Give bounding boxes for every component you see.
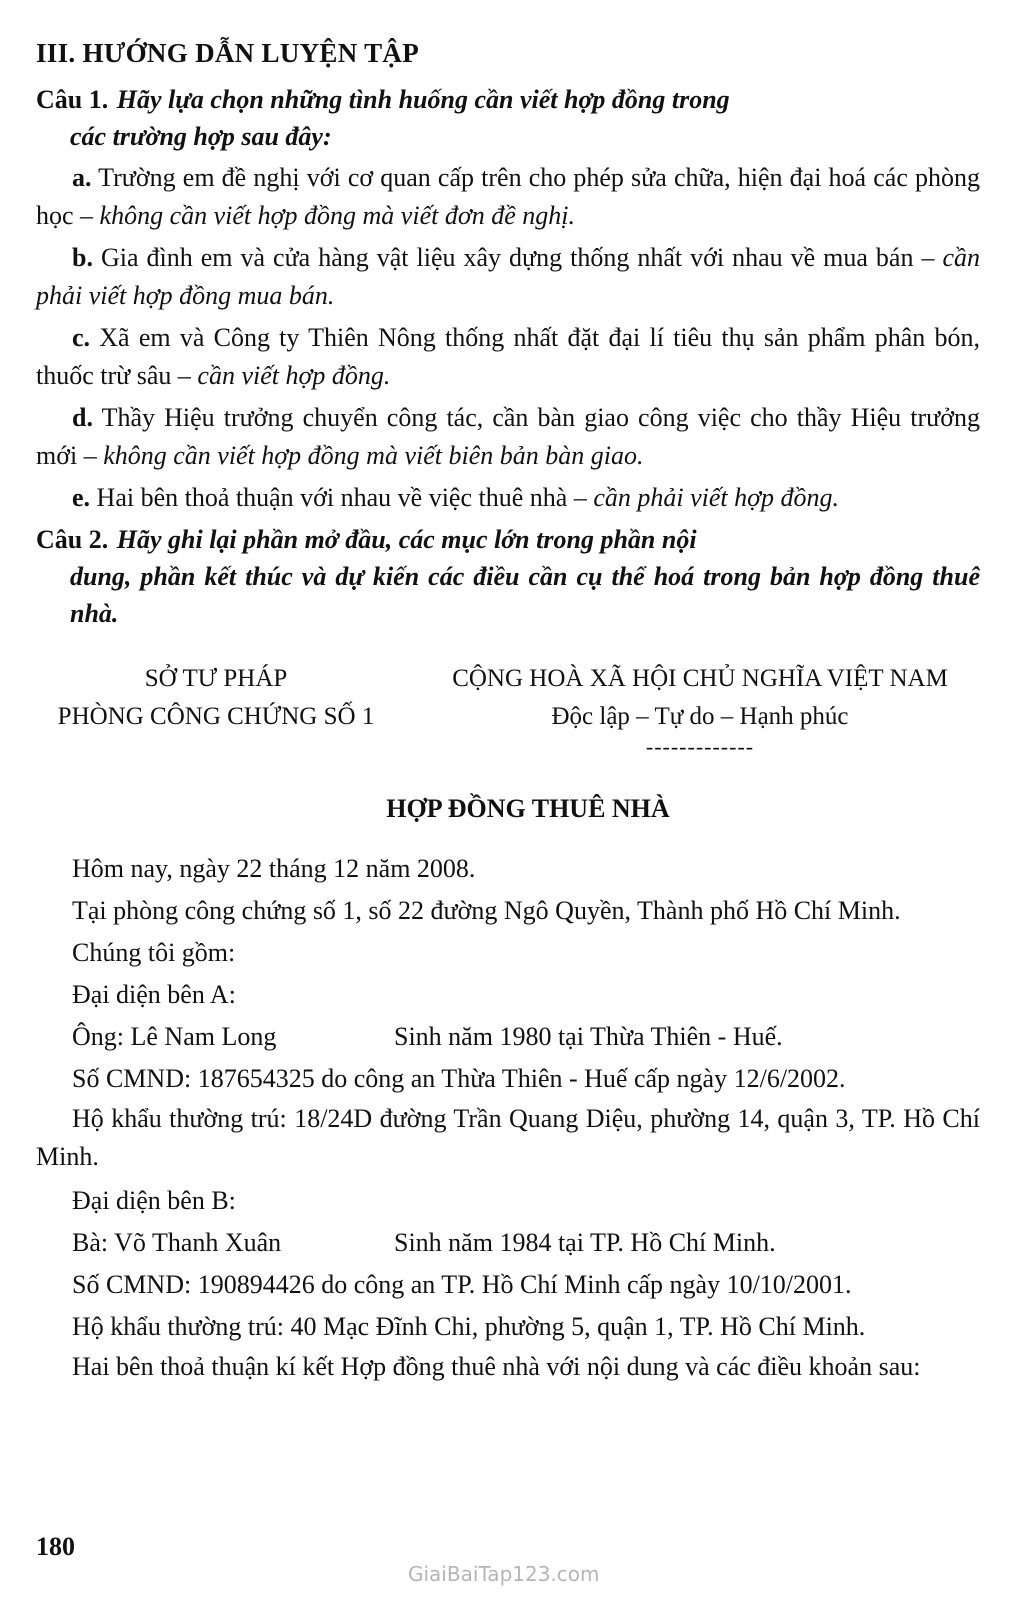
answer-item-e bbox=[36, 479, 980, 517]
page-number: 180 bbox=[36, 1532, 75, 1561]
item-letter: a. bbox=[72, 163, 92, 192]
answer-item-b bbox=[36, 239, 980, 315]
item-note: cần phải viết hợp đồng. bbox=[593, 483, 839, 512]
question-2-label: Câu 2. bbox=[36, 525, 109, 554]
contract-title: HỢP ĐỒNG THUÊ NHÀ bbox=[386, 794, 670, 823]
question-1-label: Câu 1. bbox=[36, 85, 109, 114]
question-1 bbox=[36, 81, 980, 155]
party-a-label: Đại diện bên A: bbox=[72, 980, 236, 1009]
item-note: cần phải viết hợp đồng mua bán. bbox=[36, 243, 980, 310]
national-motto: Độc lập – Tự do – Hạnh phúc bbox=[551, 703, 849, 730]
national-title: CỘNG HOÀ XÃ HỘI CHỦ NGHĨA VIỆT NAM bbox=[452, 665, 948, 692]
party-a-row bbox=[36, 1016, 980, 1058]
answer-item-a bbox=[36, 159, 980, 235]
party-b-birth: Sinh năm 1984 tại TP. Hồ Chí Minh. bbox=[394, 1228, 776, 1257]
item-note: không cần viết hợp đồng mà viết biên bản bàn giao. bbox=[103, 441, 644, 470]
office-name: PHÒNG CÔNG CHỨNG SỐ 1 bbox=[57, 703, 375, 730]
party-a-address: Hộ khẩu thường trú: 18/24D đường Trần Quang Diệu, phường 14, quận 3, TP. Hồ Chí Minh. bbox=[36, 1104, 980, 1171]
party-b-address: Hộ khẩu thường trú: 40 Mạc Đĩnh Chi, phường 5, quận 1, TP. Hồ Chí Minh. bbox=[72, 1312, 866, 1341]
party-b-row bbox=[36, 1222, 980, 1264]
question-2 bbox=[36, 521, 980, 632]
party-b-name: Bà: Võ Thanh Xuân bbox=[72, 1228, 282, 1257]
header-divider: ------------- bbox=[645, 734, 755, 759]
agency-name: SỞ TƯ PHÁP bbox=[144, 665, 288, 692]
agency-header bbox=[36, 660, 396, 756]
party-b-id: Số CMND: 190894426 do công an TP. Hồ Chí Minh cấp ngày 10/10/2001. bbox=[72, 1270, 852, 1299]
page-content bbox=[36, 28, 980, 1390]
party-a-birth: Sinh năm 1980 tại Thừa Thiên - Huế. bbox=[394, 1022, 783, 1051]
section-title: III. HƯỚNG DẪN LUYỆN TẬP bbox=[36, 38, 419, 68]
item-note: không cần viết hợp đồng mà viết đơn đề nghị. bbox=[99, 201, 575, 230]
question-2-text: Hãy ghi lại phần mở đầu, các mục lớn trong phần nội bbox=[116, 525, 697, 554]
question-2-text-cont: dung, phần kết thúc và dự kiến các điều cần cụ thể hoá trong bản hợp đồng thuê nhà. bbox=[70, 562, 980, 628]
watermark: GiaiBaiTap123.com bbox=[408, 1562, 600, 1586]
item-text: Xã em và Công ty Thiên Nông thống nhất đặt đại lí tiêu thụ sản phẩm phân bón, thuốc trừ sâu – bbox=[36, 323, 980, 390]
item-letter: b. bbox=[72, 243, 93, 272]
item-text: Thầy Hiệu trưởng chuyển công tác, cần bàn giao công việc cho thầy Hiệu trưởng mới – bbox=[36, 403, 980, 470]
item-letter: c. bbox=[72, 323, 91, 352]
agreement-text: Hai bên thoả thuận kí kết Hợp đồng thuê nhà với nội dung và các điều khoản sau: bbox=[72, 1352, 921, 1381]
contract-date: Hôm nay, ngày 22 tháng 12 năm 2008. bbox=[72, 854, 476, 883]
answer-item-c bbox=[36, 319, 980, 395]
contract-we: Chúng tôi gồm: bbox=[72, 938, 236, 967]
item-text: Trường em đề nghị với cơ quan cấp trên cho phép sửa chữa, hiện đại hoá các phòng học – bbox=[36, 163, 980, 230]
contract-place: Tại phòng công chứng số 1, số 22 đường Ngô Quyền, Thành phố Hồ Chí Minh. bbox=[72, 896, 901, 925]
item-letter: e. bbox=[72, 483, 91, 512]
answer-item-d bbox=[36, 399, 980, 475]
document-header bbox=[36, 660, 980, 759]
party-a-name: Ông: Lê Nam Long bbox=[72, 1022, 277, 1051]
item-note: cần viết hợp đồng. bbox=[197, 361, 391, 390]
question-1-text: Hãy lựa chọn những tình huống cần viết hợp đồng trong bbox=[116, 85, 730, 114]
party-b-label: Đại diện bên B: bbox=[72, 1186, 236, 1215]
question-1-text-cont: các trường hợp sau đây: bbox=[70, 122, 332, 151]
national-header bbox=[420, 660, 980, 759]
item-letter: d. bbox=[72, 403, 93, 432]
party-a-id: Số CMND: 187654325 do công an Thừa Thiên - Huế cấp ngày 12/6/2002. bbox=[72, 1064, 846, 1093]
item-text: Gia đình em và cửa hàng vật liệu xây dựng thống nhất với nhau về mua bán – bbox=[100, 243, 943, 272]
item-text: Hai bên thoả thuận với nhau về việc thuê nhà – bbox=[96, 483, 594, 512]
